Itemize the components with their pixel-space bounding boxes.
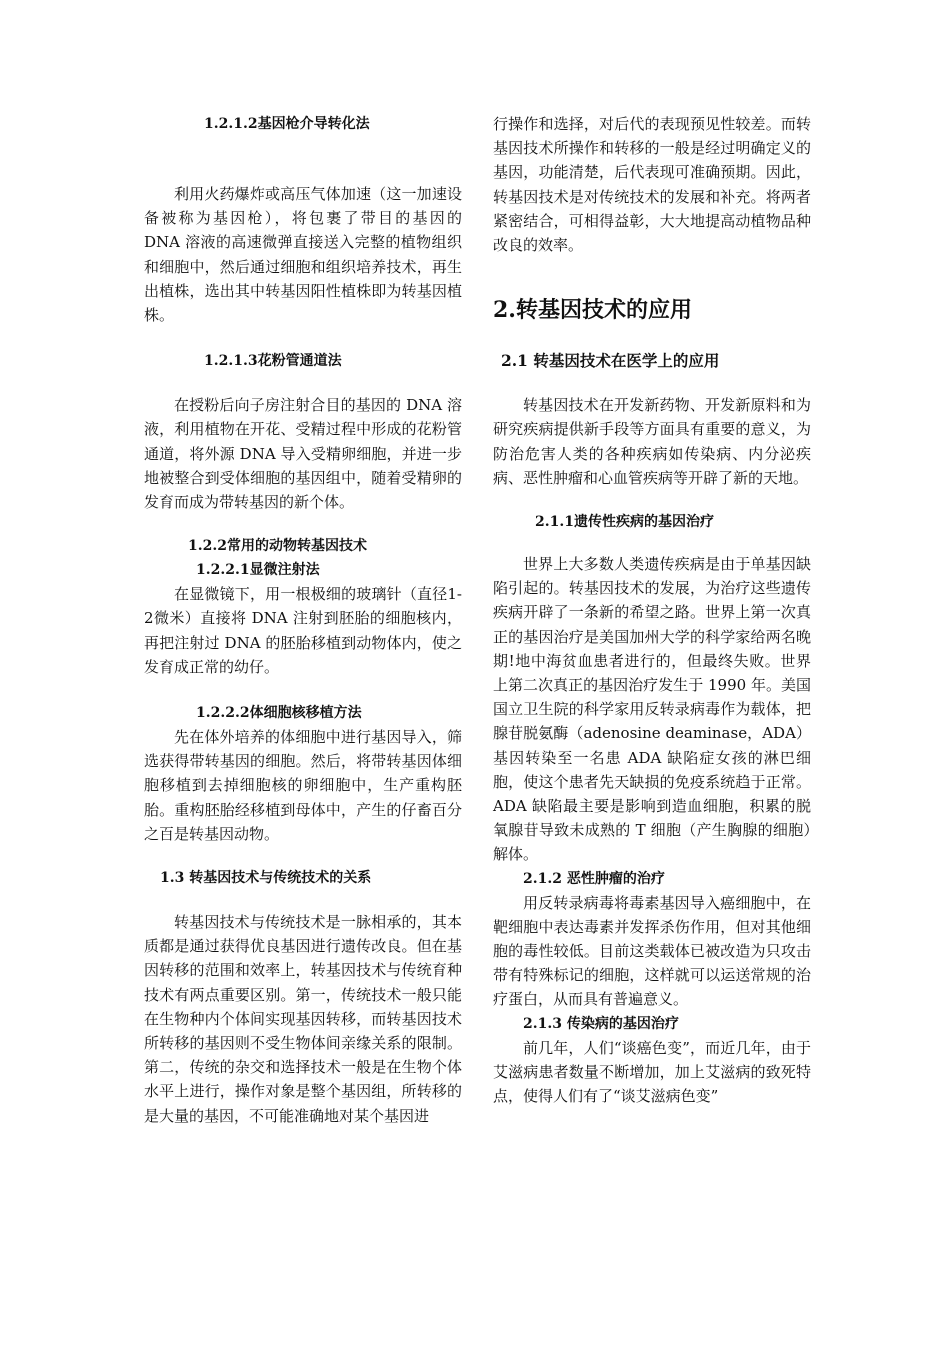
- paragraph-1221: 在显微镜下，用一根极细的玻璃针（直径1-2微米）直接将 DNA 注射到胚胎的细胞核内，再把注射过 DNA 的胚胎移植到动物体内，使之发育成正常的幼仔。: [144, 585, 462, 676]
- heading-212: 2.1.2 恶性肿瘤的治疗: [523, 870, 665, 887]
- heading-1222: 1.2.2.2体细胞核移植方法: [196, 705, 362, 722]
- paragraph-continued: 行操作和选择，对后代的表现预见性较差。而转基因技术所操作和转移的一般是经过明确定义的基因，功能清楚，后代表现可准确预期。因此，转基因技术是对传统技术的发展和补充。将两者紧密结合，可相得益彰，大大地提高动植物品种改良的效率。: [493, 115, 811, 255]
- paragraph-213: 前几年，人们“谈癌色变”，而近几年，由于艾滋病患者数量不断增加，加上艾滋病的致死特点，使得人们有了“谈艾滋病色变”: [493, 1038, 811, 1106]
- paragraph-1222: 先在体外培养的体细胞中进行基因导入，筛选获得带转基因的细胞。然后，将带转基因体细胞移植到去掉细胞核的卵细胞中，生产重构胚胎。重构胚胎经移植到母体中，产生的仔畜百分之百是转基因动物。: [144, 728, 462, 843]
- heading-21: 2.1 转基因技术在医学上的应用: [501, 351, 720, 371]
- heading-213: 2.1.3 传染病的基因治疗: [523, 1015, 679, 1032]
- paragraph-212: 用反转录病毒将毒素基因导入癌细胞中，在靶细胞中表达毒素并发挥杀伤作用，但对其他细胞的毒性较低。目前这类载体已被改造为只攻击带有特殊标记的细胞，这样就可以运送常规的治疗蛋白，从而具有普遍意义。: [493, 893, 811, 1009]
- paragraph-211: 世界上大多数人类遗传疾病是由于单基因缺陷引起的。转基因技术的发展，为治疗这些遗传疾病开辟了一条新的希望之路。世界上第一次真正的基因治疗是美国加州大学的科学家给两名晚期!地中海贫血患者进行的，但最终失败。世界上第二次真正的基因治疗发生于 1990 年。美国国立卫生院的科学家用反转录病毒作为载体，把腺苷脱氨酶（adenosine deaminase，ADA）基因转染至一名患 ADA 缺陷症女孩的淋巴细胞，使这个患者先天缺损的免疫系统趋于正常。ADA 缺陷最主要是影响到造血细胞，积累的脱氧腺苷导致未成熟的 T 细胞（产生胸腺的细胞）解体。: [493, 555, 811, 864]
- heading-1221: 1.2.2.1显微注射法: [196, 562, 320, 579]
- heading-2: 2.转基因技术的应用: [493, 297, 692, 324]
- heading-1213: 1.2.1.3花粉管通道法: [204, 353, 342, 370]
- heading-1212: 1.2.1.2基因枪介导转化法: [204, 116, 370, 132]
- paragraph-1213: 在授粉后向子房注射合目的基因的 DNA 溶液，利用植物在开花、受精过程中形成的花粉管通道，将外源 DNA 导入受精卵细胞，并进一步地被整合到受体细胞的基因组中，随着受精卵的发育而成为带转基因的新个体。: [144, 396, 462, 512]
- heading-211: 2.1.1遗传性疾病的基因治疗: [535, 514, 714, 531]
- heading-13: 1.3 转基因技术与传统技术的关系: [160, 870, 372, 887]
- paragraph-1212: 利用火药爆炸或高压气体加速（这一加速设备被称为基因枪），将包裹了带目的基因的 DNA 溶液的高速微弹直接送入完整的植物组织和细胞中，然后通过细胞和组织培养技术，再生出植株，选出其中转基因阳性植株即为转基因植株。: [144, 185, 462, 325]
- right-column: [493, 112, 811, 1108]
- paragraph-21: 转基因技术在开发新药物、开发新原料和为研究疾病提供新手段等方面具有重要的意义，为防治危害人类的各种疾病如传染病、内分泌疾病、恶性肿瘤和心血管疾病等开辟了新的天地。: [493, 396, 811, 487]
- left-column: [144, 112, 462, 1128]
- paragraph-13: 转基因技术与传统技术是一脉相承的，其本质都是通过获得优良基因进行遗传改良。但在基因转移的范围和效率上，转基因技术与传统育种技术有两点重要区别。第一，传统技术一般只能在生物种内个体间实现基因转移，而转基因技术所转移的基因则不受生物体间亲缘关系的限制。第二，传统的杂交和选择技术一般是在生物个体水平上进行，操作对象是整个基因组，所转移的是大量的基因，不可能准确地对某个基因进: [144, 913, 462, 1125]
- heading-122: 1.2.2常用的动物转基因技术: [188, 538, 367, 555]
